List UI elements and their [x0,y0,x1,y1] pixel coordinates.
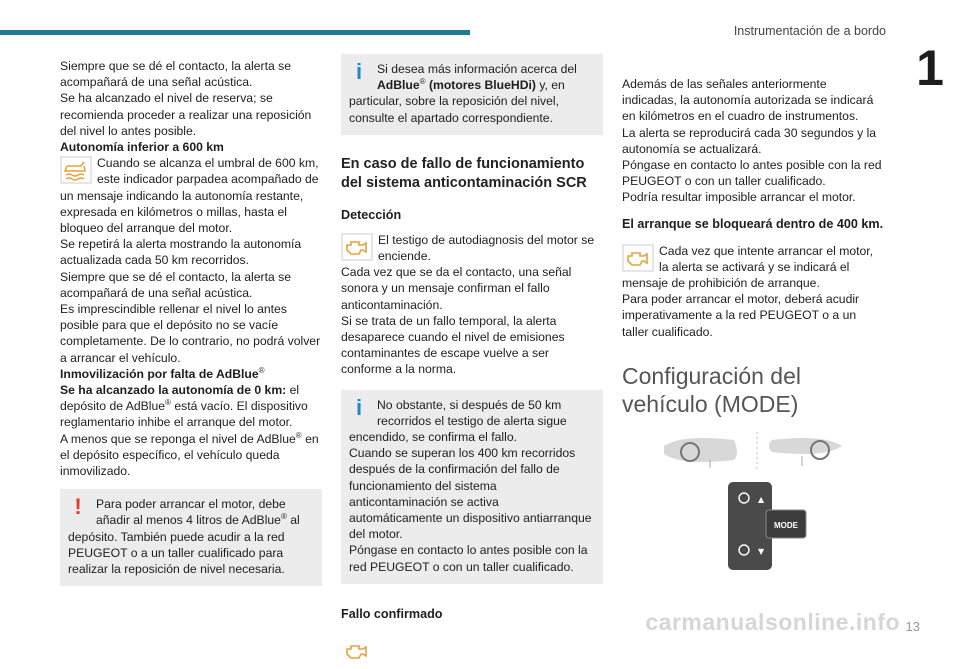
adblue-warning-icon [60,156,92,184]
info-text: Póngase en contacto lo antes posible con la red PEUGEOT o con un taller cualificado. [349,543,588,574]
paragraph: Siempre que se dé el contacto, la alerta se acompañará de una señal acústica. [60,269,292,300]
steering-wheel-right-icon [769,438,842,466]
exclamation-icon: ! [74,494,82,520]
engine-warning-icon [341,233,373,261]
paragraph: Cuando se alcanza el umbral de 600 km, este indicador parpadea acompañado de un mensaje indicando la autonomía restante, expresada en kilómetros o millas, hasta el bloqueo del arranque del motor. [60,156,319,236]
info-icon: i [355,59,363,84]
paragraph: El testigo de autodiagnosis del motor se enciende. [378,232,595,264]
paragraph: Para poder arrancar el motor, deberá acudir imperativamente a la red PEUGEOT o a un taller cualificado. [622,292,860,339]
info-text: Cuando se superan los 400 km recorridos después de la confirmación del fallo de funcionamiento del sistema anticontaminación se activa automáticamente un dispositivo antiarranque del motor. [349,446,592,542]
paragraph: Además de las señales anteriormente indicadas, la autonomía autorizada se indicará en kilómetros en el cuadro de instrumentos. [622,77,874,124]
paragraph: La alerta se reproducirá cada 30 segundos y la autonomía se actualizará. [622,125,877,156]
paragraph: Se ha alcanzado la autonomía de 0 km: el depósito de AdBlue® está vacío. El dispositivo reglamentario inhibe el arranque del motor. [60,383,308,430]
mode-button-label: MODE [774,520,798,530]
page-number: 13 [905,619,920,634]
chapter-header-title: Instrumentación de a bordo [733,24,886,38]
svg-text:▲: ▲ [758,494,765,504]
engine-warning-icon [341,637,373,665]
chapter-number: 1 [900,42,960,94]
paragraph: Siempre que se dé el contacto, la alerta se acompañará de una señal acústica. [60,59,292,90]
warning-text: Para poder arrancar el motor, debe añadir al menos 4 litros de AdBlue® al depósito. También puede acudir a la red PEUGEOT o a un taller cualificado para realizar la reposición de nivel necesaria. [68,497,300,577]
paragraph: A menos que se reponga el nivel de AdBlue® en el depósito específico, el vehículo queda inmovilizado. [60,430,319,479]
mode-button-diagram [662,432,862,582]
paragraph: Póngase en contacto lo antes posible con la red PEUGEOT o con un taller cualificado. [622,158,882,189]
paragraph: Podría resultar imposible arrancar el motor. [622,190,856,205]
column-middle [341,58,603,669]
watermark: carmanualsonline.info [645,609,900,635]
column-left [60,58,322,586]
info-text: No obstante, si después de 50 km recorridos el testigo de alerta sigue encendido, se confirma el fallo. [349,397,567,445]
section-title: En caso de fallo de funcionamiento del sistema anticontaminación SCR [341,155,587,191]
engine-fault-item [341,232,603,264]
svg-text:▼: ▼ [758,546,765,556]
paragraph: Se ha alcanzado el nivel de reserva; se recomienda proceder a realizar una reposición del nivel lo antes posible. [60,91,312,138]
paragraph: Cada vez que intente arrancar el motor, la alerta se activará y se indicará el mensaje de prohibición de arranque. [622,243,874,291]
subsection-heading: Detección [341,207,402,222]
engine-warning-icon [622,244,654,272]
section-heading: Inmovilización por falta de AdBlue® [60,365,265,381]
info-text: Si desea más información acerca del AdBlue® (motores BlueHDi) y, en particular, sobre la reposición del nivel, consulte el apartado correspondiente. [349,62,577,125]
info-box [341,390,603,584]
adblue-range-item [60,155,322,236]
subsection-heading: El arranque se bloqueará dentro de 400 km. [622,216,884,231]
column-right [622,76,884,586]
steering-wheel-left-icon [664,438,737,468]
info-icon: i [355,394,363,420]
section-heading: Autonomía inferior a 600 km [60,140,224,155]
engine-start-item [622,243,884,292]
info-box [341,54,603,135]
paragraph: Si se trata de un fallo temporal, la alerta desaparece cuando el nivel de emisiones contaminantes de escape vuelve a ser conforme a la norma. [341,313,565,377]
subsection-heading: Fallo confirmado [341,606,443,621]
section-title: Configuración del vehículo (MODE) [622,362,802,417]
paragraph: Cada vez que se da el contacto, una señal sonora y un mensaje confirman el fallo anticontaminación. [341,265,572,312]
paragraph: Es imprescindible rellenar el nivel lo antes posible para que el depósito no se vacíe completamente. De lo contrario, no podrá volver a arrancar el vehículo. [60,302,321,365]
header-accent-bar [0,30,470,35]
warning-box [60,489,322,586]
paragraph: Se repetirá la alerta mostrando la autonomía actualizada cada 50 km recorridos. [60,237,302,268]
